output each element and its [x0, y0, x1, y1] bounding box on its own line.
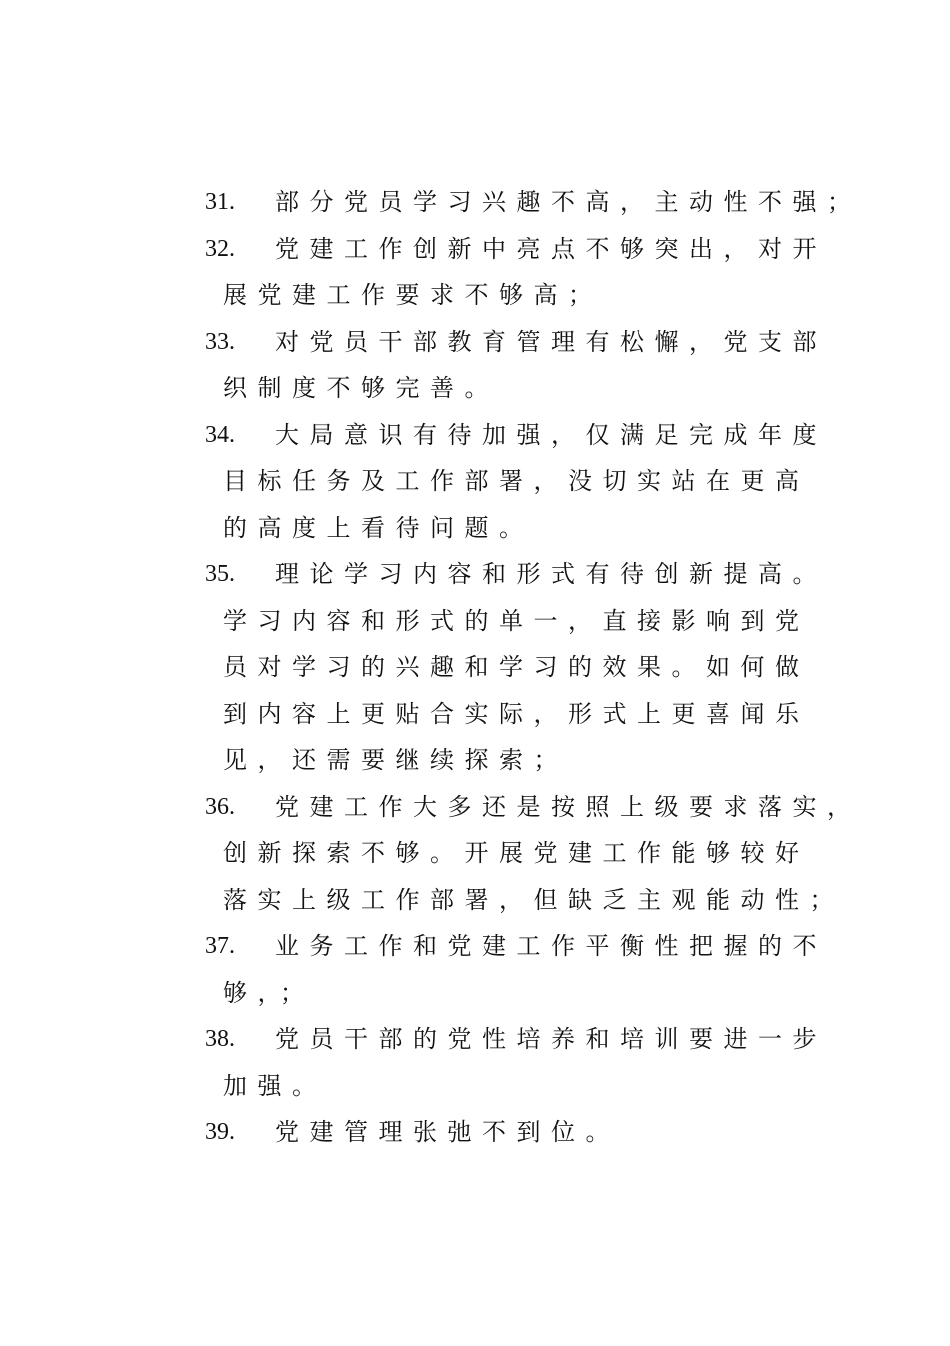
- list-item-line: [205, 691, 845, 738]
- list-item-line: [205, 179, 862, 226]
- list-item-34: [205, 412, 845, 552]
- item-text: 到内容上更贴合实际，形式上更喜闻乐: [223, 699, 810, 728]
- item-text: 落实上级工作部署，但缺乏主观能动性；: [223, 885, 844, 914]
- item-number: 32.: [205, 235, 235, 262]
- list-item-line: [205, 458, 845, 505]
- list-item-line: [205, 923, 845, 970]
- list-item-line: [205, 1063, 845, 1110]
- item-text: 部分党员学习兴趣不高，主动性不强；: [275, 188, 862, 216]
- list-item-38: [205, 1016, 845, 1109]
- list-item-line: [205, 598, 845, 645]
- item-text: 大局意识有待加强，仅满足完成年度: [275, 420, 827, 449]
- item-number: 37.: [205, 933, 235, 959]
- list-item-line: [205, 644, 845, 691]
- item-number: 39.: [205, 1119, 235, 1145]
- list-item-line: [205, 877, 845, 924]
- list-item-37: [205, 923, 845, 1016]
- item-text: 党建管理张弛不到位。: [275, 1118, 620, 1146]
- item-text: 党员干部的党性培养和培训要进一步: [275, 1025, 827, 1053]
- item-text: 员对学习的兴趣和学习的效果。如何做: [223, 653, 810, 681]
- item-text: 加强。: [223, 1071, 327, 1100]
- item-text: 业务工作和党建工作平衡性把握的不: [275, 932, 827, 960]
- item-text: 够，；: [223, 978, 315, 1007]
- list-item-line: [205, 1016, 845, 1063]
- item-text: 党建工作创新中亮点不够突出，对开: [275, 234, 827, 263]
- list-item-line: [205, 365, 845, 412]
- list-item-line: [205, 737, 845, 784]
- list-item-line: [205, 970, 845, 1017]
- item-text: 对党员干部教育管理有松懈，党支部: [275, 327, 827, 356]
- item-number: 38.: [205, 1026, 235, 1052]
- item-number: 31.: [205, 189, 235, 215]
- item-text: 目标任务及工作部署，没切实站在更高: [223, 467, 810, 495]
- item-number: 35.: [205, 561, 235, 587]
- list-item-line: [205, 551, 845, 598]
- item-text: 创新探索不够。开展党建工作能够较好: [223, 839, 810, 867]
- list-item-line: [205, 1109, 845, 1156]
- list-item-line: [205, 830, 845, 877]
- item-text: 党建工作大多还是按照上级要求落实，: [275, 792, 862, 821]
- list-item-36: [205, 784, 862, 924]
- item-text: 见，还需要继续探索；: [223, 746, 568, 774]
- list-item-line: [205, 226, 845, 273]
- item-text: 展党建工作要求不够高；: [223, 281, 603, 309]
- list-item-31: [205, 179, 862, 226]
- item-text: 理论学习内容和形式有待创新提高。: [275, 560, 827, 588]
- item-text: 学习内容和形式的单一，直接影响到党: [223, 606, 810, 635]
- list-item-32: [205, 226, 845, 319]
- list-item-39: [205, 1109, 845, 1156]
- item-text: 织制度不够完善。: [223, 374, 499, 402]
- list-item-line: [205, 272, 845, 319]
- list-item-line: [205, 319, 845, 366]
- list-item-35: [205, 551, 845, 784]
- item-number: 34.: [205, 421, 235, 448]
- list-item-line: [205, 784, 862, 831]
- list-item-33: [205, 319, 845, 412]
- item-text: 的高度上看待问题。: [223, 513, 534, 542]
- item-number: 33.: [205, 328, 235, 355]
- item-number: 36.: [205, 793, 235, 820]
- list-item-line: [205, 505, 845, 552]
- list-item-line: [205, 412, 845, 459]
